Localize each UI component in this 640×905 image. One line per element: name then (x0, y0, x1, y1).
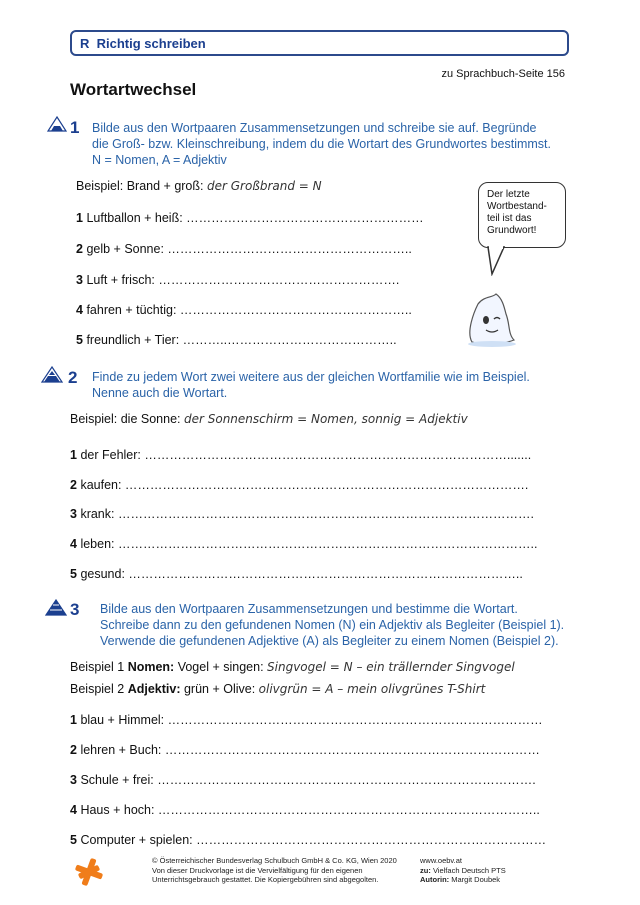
task-1-number: 1 (70, 118, 80, 137)
task-1-item-1[interactable]: 1 Luftballon + heiß: ………………………………………………… (76, 211, 424, 225)
publisher-logo-icon (73, 856, 105, 888)
task-2-example: Beispiel: die Sonne: der Sonnenschirm = Nomen, sonnig = Adjektiv (70, 412, 468, 426)
task-1-item-4[interactable]: 4 fahren + tüchtig: ……………………………………………….. (76, 303, 412, 317)
task-2-instructions: Finde zu jedem Wort zwei weitere aus der gleichen Wortfamilie wie im Beispiel. Nenne auch die Wortart. (92, 370, 530, 400)
task-3-item-2[interactable]: 2 lehren + Buch: ……………………………………………………………………………… (70, 743, 540, 757)
footer-copyright: © Österreichischer Bundesverlag Schulbuch GmbH & Co. KG, Wien 2020 Von dieser Druckvorlage ist die Vervielfältigung für den eigenen Unterrichtsgebrauch gestattet. Die Kopiergebühren sind abgegolten. (152, 856, 397, 884)
task-1-instructions: Bilde aus den Wortpaaren Zusammensetzungen und schreibe sie auf. Begründe die Groß- bzw. Kleinschreibung, indem du die Wortart des Grundwortes bestimmst. N = Nomen, A = Adjektiv (92, 121, 551, 167)
footer-source: www.oebv.at zu: Vielfach Deutsch PTS Autorin: Margit Doubek (420, 856, 506, 884)
speech-bubble-tail-icon (484, 246, 514, 276)
task-2-item-5[interactable]: 5 gesund: ………………………………………………………………………………….. (70, 567, 523, 581)
task-1-item-3[interactable]: 3 Luft + frisch: …………………………………………………. (76, 273, 400, 287)
task-3-example-2: Beispiel 2 Adjektiv: grün + Olive: olivgrün = A – mein olivgrünes T-Shirt (70, 682, 486, 696)
task-2-item-1[interactable]: 1 der Fehler: ……………………………………………………………………………....... (70, 448, 532, 462)
mascot-character-icon (458, 292, 528, 348)
task-2-item-3[interactable]: 3 krank: ………………………………………………………………………………………. (70, 507, 534, 521)
speech-bubble: Der letzte Wortbestand-teil ist das Grundwort! (478, 182, 566, 248)
task-3-instructions: Bilde aus den Wortpaaren Zusammensetzungen und bestimme die Wortart. Schreibe dann zu den gefundenen Nomen (N) ein Adjektiv als Begleiter (Beispiel 1). Verwende die gefundenen Adjektive (A) als Begleiter zu einem Nomen (Beispiel 2). (100, 602, 565, 648)
task-3-number: 3 (70, 600, 80, 619)
task-3-example-1: Beispiel 1 Nomen: Vogel + singen: Singvogel = N – ein trällernder Singvogel (70, 660, 515, 674)
task-2-item-2[interactable]: 2 kaufen: ……………………………………………………………………………………. (70, 478, 529, 492)
task-3-item-4[interactable]: 4 Haus + hoch: ……………………………………………………………………………….. (70, 803, 540, 817)
page-title: Wortartwechsel (70, 80, 197, 99)
task-1-example: Beispiel: Brand + groß: der Großbrand = N (76, 179, 322, 193)
header-title: R Richtig schreiben (80, 36, 206, 51)
task-2-number: 2 (68, 368, 78, 387)
task-3-item-3[interactable]: 3 Schule + frei: ………………………………………………………………………………. (70, 773, 536, 787)
task-3-example-1-answer: Singvogel = N – ein trällernder Singvogel (267, 660, 515, 674)
difficulty-level-3-icon (45, 599, 67, 616)
difficulty-level-1-icon (47, 116, 67, 132)
task-2-example-answer: der Sonnenschirm = Nomen, sonnig = Adjektiv (183, 412, 468, 426)
task-1-example-answer: der Großbrand = N (206, 179, 322, 193)
task-3-item-1[interactable]: 1 blau + Himmel: ……………………………………………………………………………… (70, 713, 543, 727)
page-reference: zu Sprachbuch-Seite 156 (441, 68, 565, 80)
task-1-item-2[interactable]: 2 gelb + Sonne: ………………………………………………….. (76, 242, 412, 256)
task-3-item-5[interactable]: 5 Computer + spielen: ………………………………………………………………………… (70, 833, 547, 847)
task-1-item-5[interactable]: 5 freundlich + Tier: ………..………………………………….. (76, 333, 397, 347)
task-3-example-2-answer: olivgrün = A – mein olivgrünes T-Shirt (258, 682, 486, 696)
difficulty-level-2-icon (41, 366, 63, 383)
task-2-item-4[interactable]: 4 leben: ……………………………………………………………………………………….. (70, 537, 538, 551)
